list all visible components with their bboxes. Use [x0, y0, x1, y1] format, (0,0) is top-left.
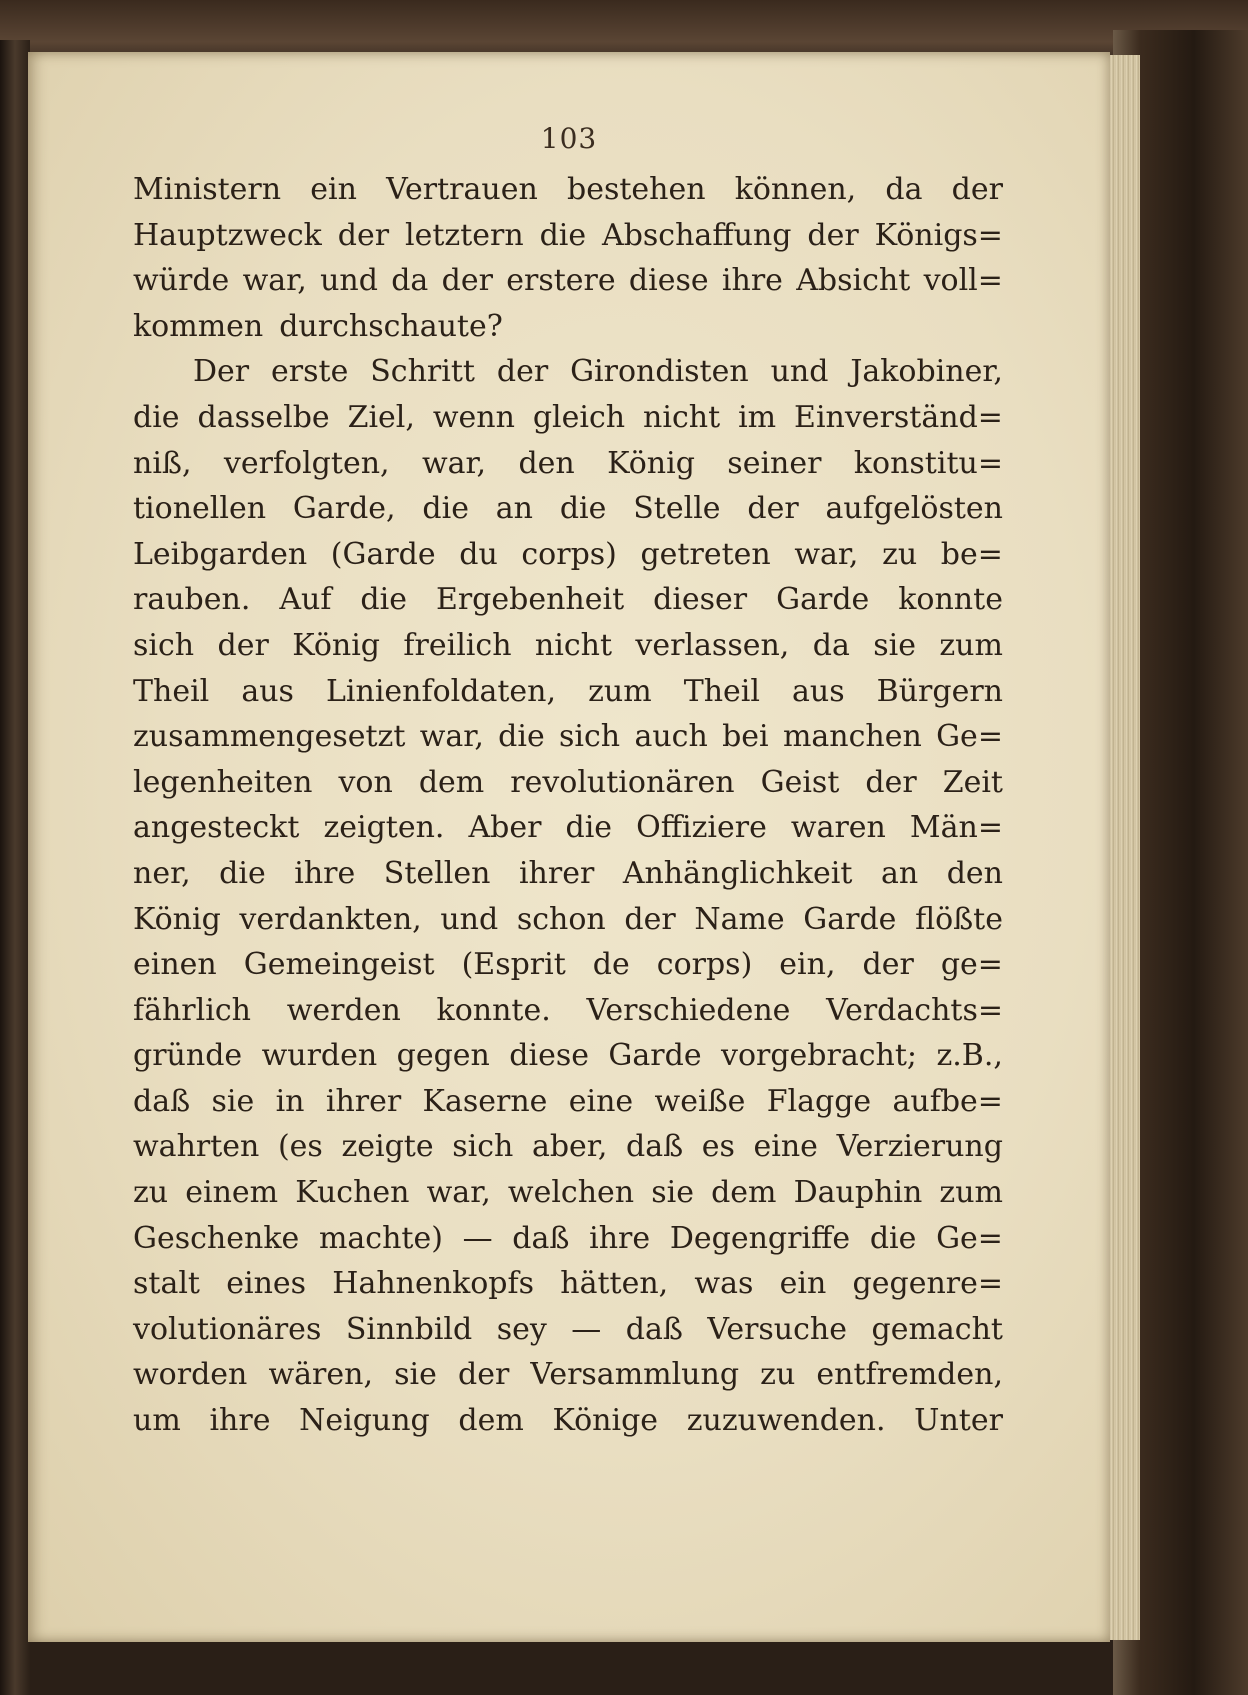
word: aufgelösten — [825, 491, 1003, 527]
word: aber, — [531, 1129, 608, 1165]
word: konstitu= — [853, 445, 1003, 481]
word: ihrer — [325, 1083, 402, 1119]
word: Unter — [914, 1403, 1003, 1439]
word: Jakobiner, — [850, 354, 1003, 390]
word: flößte — [915, 901, 1003, 937]
word: Schritt — [370, 354, 475, 390]
word: zusammengesetzt — [133, 719, 406, 755]
word: Verschiedene — [586, 992, 791, 1028]
word: den — [518, 445, 575, 481]
word: dem — [458, 1403, 524, 1439]
word: diese — [628, 263, 709, 299]
word: Theil — [683, 673, 760, 709]
word: die — [498, 719, 545, 755]
word: Königs= — [874, 217, 1003, 253]
word: z.B., — [936, 1038, 1003, 1074]
word: daß — [625, 1311, 683, 1347]
word: der — [747, 491, 799, 527]
word: welchen — [507, 1175, 635, 1211]
page-edges-stack — [1105, 55, 1140, 1640]
word: ein — [310, 172, 357, 207]
word: Girondisten — [570, 354, 749, 390]
word: der — [951, 172, 1003, 207]
word: Kaserne — [422, 1083, 548, 1119]
word: ihre — [721, 263, 783, 299]
word: zeigte — [341, 1129, 434, 1165]
word: da — [391, 263, 429, 299]
word: Ge= — [936, 1220, 1003, 1256]
word: würde — [133, 263, 230, 299]
word: sie — [211, 1083, 255, 1119]
word: Ge= — [936, 719, 1003, 755]
word: es — [701, 1129, 735, 1165]
word: die — [869, 1220, 917, 1256]
word: an — [880, 855, 919, 891]
word: Dauphin — [793, 1175, 923, 1211]
word: Geist — [760, 764, 840, 800]
word: und — [320, 263, 378, 299]
word: daß — [512, 1220, 570, 1256]
book-cover-left-edge — [0, 40, 30, 1695]
word: Sinnbild — [345, 1311, 473, 1347]
word: in — [275, 1083, 305, 1119]
text-line — [133, 623, 1003, 669]
text-line — [133, 988, 1003, 1034]
word: Leibgarden — [133, 536, 308, 572]
word: seiner — [727, 445, 822, 481]
word: der — [337, 217, 390, 253]
word: konnte — [898, 582, 1003, 618]
word: sich — [133, 627, 195, 663]
text-line — [133, 760, 1003, 806]
text-line — [133, 441, 1003, 487]
word: ihre — [589, 1220, 651, 1256]
word: ge= — [940, 947, 1003, 983]
word: zu — [133, 1175, 169, 1211]
word: be= — [940, 536, 1003, 572]
word: Kuchen — [295, 1175, 410, 1211]
word: Garde — [776, 582, 870, 618]
word: erstere — [506, 263, 616, 299]
word: der — [217, 627, 269, 663]
word: der — [496, 354, 549, 390]
text-line — [133, 395, 1003, 441]
word: schon — [516, 901, 606, 937]
word: zum — [588, 673, 652, 709]
word: Garde — [608, 1038, 702, 1074]
word: dieser — [653, 582, 748, 618]
word: ein, — [779, 947, 836, 983]
text-line — [133, 942, 1003, 988]
word: Flagge — [766, 1083, 872, 1119]
word: verfolgten, — [223, 445, 390, 481]
word: zeigten. — [323, 810, 445, 846]
word: konnte. — [436, 992, 551, 1028]
word: — — [462, 1220, 493, 1256]
word: tionellen — [133, 491, 267, 527]
word: bei — [722, 719, 769, 755]
word: der — [457, 1357, 510, 1393]
word: da — [812, 627, 850, 663]
word: wären, — [268, 1357, 374, 1393]
word: Abschaffung — [602, 217, 792, 253]
word: Zeit — [942, 764, 1003, 800]
word: durchschaute? — [279, 308, 503, 344]
word: getreten — [640, 536, 771, 572]
word: zum — [939, 1175, 1003, 1211]
page-number: 103 — [540, 122, 598, 155]
text-line — [133, 486, 1003, 532]
word: (Garde — [330, 536, 436, 572]
word: gegen — [396, 1038, 490, 1074]
word: wahrten — [133, 1129, 260, 1165]
word: gegenre= — [852, 1266, 1003, 1302]
word: Versammlung — [530, 1357, 740, 1393]
word: Stellen — [383, 855, 491, 891]
word: einem — [185, 1175, 279, 1211]
word: worden — [133, 1357, 248, 1393]
word: dasselbe — [197, 399, 330, 435]
word: sey — [496, 1311, 547, 1347]
word: Gemeingeist — [243, 947, 435, 983]
text-line — [133, 851, 1003, 897]
word: ihre — [209, 1403, 271, 1439]
word: aufbe= — [892, 1083, 1003, 1119]
word: Linienfoldaten, — [325, 673, 557, 709]
word: die — [559, 491, 607, 527]
word: Neigung — [299, 1403, 430, 1439]
word: ihre — [294, 855, 356, 891]
word: corps) — [521, 536, 617, 572]
word: (Esprit — [461, 947, 566, 983]
word: die — [360, 582, 407, 618]
word: zuzuwenden. — [686, 1403, 886, 1439]
word: weiße — [654, 1083, 746, 1119]
text-line — [133, 1398, 1003, 1444]
word: machte) — [318, 1220, 443, 1256]
word: die — [539, 217, 587, 253]
word: der — [441, 263, 493, 299]
word: legenheiten — [133, 764, 313, 800]
word: Degengriffe — [669, 1220, 851, 1256]
word: die — [219, 855, 266, 891]
word: sie — [873, 627, 916, 663]
word: Offiziere — [636, 810, 767, 846]
word: dem — [711, 1175, 777, 1211]
text-line — [133, 213, 1003, 259]
word: eines — [226, 1266, 307, 1302]
word: Könige — [552, 1403, 659, 1439]
word: König — [133, 901, 221, 937]
text-line — [133, 1124, 1003, 1170]
word: der — [865, 764, 917, 800]
word: die — [422, 491, 469, 527]
text-line — [133, 1261, 1003, 1307]
word: Einverständ= — [794, 399, 1003, 435]
word: voll= — [923, 263, 1003, 299]
word: angesteckt — [133, 810, 300, 846]
word: aus — [792, 673, 845, 709]
word: werden — [286, 992, 401, 1028]
word: entfremden, — [816, 1357, 1003, 1393]
word: Hahnenkopfs — [332, 1266, 535, 1302]
word: sie — [394, 1357, 437, 1393]
word: König — [292, 627, 381, 663]
word: waren — [790, 810, 886, 846]
text-line — [133, 258, 1003, 304]
text-line — [133, 897, 1003, 943]
word: die — [133, 399, 180, 435]
word: erste — [271, 354, 349, 390]
word: den — [946, 855, 1003, 891]
word: hätten, — [560, 1266, 669, 1302]
body-text — [133, 167, 1003, 1444]
word: eine — [753, 1129, 818, 1165]
word: stalt — [133, 1266, 200, 1302]
word: gemacht — [871, 1311, 1003, 1347]
word: Ergebenheit — [435, 582, 625, 618]
word: bestehen — [566, 172, 706, 207]
word: Garde — [803, 901, 897, 937]
word: der — [624, 901, 676, 937]
word: Män= — [909, 810, 1003, 846]
word: können, — [734, 172, 857, 207]
word: der — [862, 947, 914, 983]
book-page — [28, 52, 1110, 1642]
word: Geschenke — [133, 1220, 300, 1256]
text-line — [133, 805, 1003, 851]
word: von — [338, 764, 393, 800]
word: letztern — [404, 217, 524, 253]
word: Versuche — [707, 1311, 848, 1347]
word: und — [440, 901, 499, 937]
word: zu — [882, 536, 918, 572]
text-line — [133, 714, 1003, 760]
text-line — [133, 532, 1003, 578]
word: Stelle — [633, 491, 721, 527]
word: zu — [760, 1357, 796, 1393]
word: Theil — [133, 673, 210, 709]
word: rauben. — [133, 582, 251, 618]
text-line — [133, 1170, 1003, 1216]
word: war, — [419, 719, 484, 755]
word: niß, — [133, 445, 192, 481]
word: die — [565, 810, 613, 846]
word: diese — [509, 1038, 589, 1074]
word: Anhänglichkeit — [622, 855, 853, 891]
word: Name — [694, 901, 785, 937]
text-line — [133, 1352, 1003, 1398]
word: kommen — [133, 308, 264, 344]
text-line — [133, 304, 1003, 350]
word: Verzierung — [836, 1129, 1003, 1165]
word: war, — [794, 536, 859, 572]
word: fährlich — [133, 992, 251, 1028]
word: wurden — [261, 1038, 378, 1074]
word: sich — [452, 1129, 514, 1165]
word: war, — [242, 263, 307, 299]
word: ein — [779, 1266, 827, 1302]
word: freilich — [403, 627, 512, 663]
word: war, — [421, 445, 487, 481]
text-line — [133, 577, 1003, 623]
word: corps) — [656, 947, 753, 983]
word: auch — [634, 719, 708, 755]
word: um — [133, 1403, 181, 1439]
word: an — [495, 491, 534, 527]
word: verlassen, — [635, 627, 790, 663]
word: gründe — [133, 1038, 243, 1074]
word: — — [571, 1311, 602, 1347]
word: Auf — [279, 582, 332, 618]
word: Ziel, — [347, 399, 415, 435]
word: daß — [626, 1129, 684, 1165]
word: daß — [133, 1083, 191, 1119]
word: Der — [193, 354, 250, 390]
word: nicht — [534, 627, 613, 663]
word: volutionäres — [133, 1311, 322, 1347]
word: im — [738, 399, 777, 435]
word: sie — [651, 1175, 694, 1211]
word: du — [459, 536, 498, 572]
text-line — [133, 1307, 1003, 1353]
word: (es — [277, 1129, 323, 1165]
text-line — [133, 167, 1003, 213]
word: ihrer — [518, 855, 595, 891]
word: eine — [568, 1083, 634, 1119]
text-line — [133, 1033, 1003, 1079]
word: verdankten, — [239, 901, 422, 937]
word: und — [770, 354, 829, 390]
word: zum — [939, 627, 1003, 663]
word: was — [694, 1266, 754, 1302]
word: aus — [241, 673, 294, 709]
text-line — [133, 669, 1003, 715]
word: vorgebracht; — [721, 1038, 918, 1074]
word: da — [885, 172, 923, 207]
word: war, — [426, 1175, 491, 1211]
word: einen — [133, 947, 217, 983]
word: ner, — [133, 855, 191, 891]
word: Bürgern — [876, 673, 1003, 709]
word: revolutionären — [510, 764, 735, 800]
word: Aber — [468, 810, 542, 846]
word: manchen — [782, 719, 922, 755]
word: dem — [418, 764, 485, 800]
word: sich — [559, 719, 621, 755]
word: Hauptzweck — [133, 217, 322, 253]
word: gleich — [532, 399, 626, 435]
word: de — [592, 947, 630, 983]
word: Verdachts= — [826, 992, 1003, 1028]
word: König — [607, 445, 695, 481]
text-line — [133, 1216, 1003, 1262]
word: Ministern — [133, 172, 282, 207]
word: nicht — [643, 399, 721, 435]
word: wenn — [432, 399, 515, 435]
word: Absicht — [796, 263, 911, 299]
word: Vertrauen — [386, 172, 538, 207]
word: Garde, — [292, 491, 396, 527]
text-line — [133, 349, 1003, 395]
text-line — [133, 1079, 1003, 1125]
word: der — [807, 217, 859, 253]
